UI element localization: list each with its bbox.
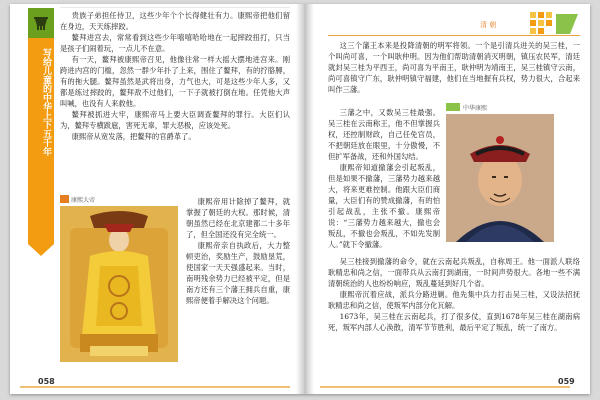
caption-text: 康熙大帝 bbox=[71, 196, 96, 204]
book-gutter bbox=[296, 4, 314, 394]
right-bottom-text bbox=[328, 162, 440, 250]
bronze-vessel-icon bbox=[32, 14, 50, 32]
left-right-column-text bbox=[186, 196, 290, 306]
right-footer-rule bbox=[320, 386, 570, 388]
right-top-text bbox=[328, 40, 580, 95]
paragraph: 有一天，鳌拜被康熙帝召见，他像往常一样大摇大摆地进宫来。刚跨进内宫的门槛，忽然一群少年扑了上来，围住了鳌拜，有的拧胳膊，有的拖大腿。鳌拜虽然是武将出身，力气也大，可是这些少年人多，又都是练过摔跤的，鳌拜敌不过他们，一下子就被打倒在地。任凭他大声叫喊，也没有人来救他。 bbox=[60, 55, 290, 108]
left-header-rule bbox=[60, 7, 290, 8]
caption-text: 中华康熙 bbox=[463, 104, 488, 112]
paragraph: 康熙帝用计除掉了鳌拜，就掌握了朝廷的大权。那时候，清朝虽然已经在北京建都二十多年了，但全国还没有完全统一。 bbox=[186, 197, 290, 239]
kangxi-portrait bbox=[60, 206, 178, 362]
paragraph: 这三个藩王本来是投降清朝的明军将领。一个是引清兵进关的吴三桂，一个叫尚可喜，一个叫耿仲明。因为他们帮助清朝消灭明朝，镇压农民军，清廷就封吴三桂为平西王，尚可喜为平南王，耿仲明为靖南王，吴三桂镇守云南，尚可喜镇守广东，耿仲明镇守福建，他们在当地握有兵权，势力很大，合起来叫作三藩。 bbox=[328, 41, 580, 94]
emperor-bust-image bbox=[446, 114, 554, 242]
left-footer-rule bbox=[20, 386, 290, 388]
paragraph: 1673年，吴三桂在云南起兵，打了很多仗，直到1678年吴三桂在湖南病死，叛军内部人心涣散，清军节节胜利，最后平定了叛乱，统一了南方。 bbox=[328, 312, 580, 332]
left-image-caption bbox=[60, 194, 95, 204]
page-number-left: 058 bbox=[38, 377, 55, 386]
paragraph: 鳌拜进宫去，常常看到这些少年嘻嘻哈哈地在一起摔跤扭打，只当是孩子们闹着玩，一点儿不在意。 bbox=[60, 33, 290, 53]
right-image-caption bbox=[446, 102, 487, 112]
left-top-text bbox=[60, 10, 290, 142]
caption-marker bbox=[446, 103, 460, 111]
series-title: 写给儿童的中华上下五千年 bbox=[41, 48, 51, 156]
right-left-column-text bbox=[328, 107, 440, 162]
paragraph: 康熙帝从宽发落，把鳌拜的官爵革了。 bbox=[71, 132, 196, 141]
sidebar-logo-box bbox=[28, 8, 54, 38]
series-sidebar bbox=[28, 8, 54, 244]
paragraph: 贵族子弟担任侍卫，这些少年个个长得健壮有力。康熙帝把他们留在身边，天天练摔跤。 bbox=[60, 11, 290, 31]
paragraph: 康熙帝沉着应战，派兵分路进剿。他先集中兵力打击吴三桂，又设法招抚耿精忠和尚之信，使叛军内部分化瓦解。 bbox=[328, 290, 580, 310]
paragraph: 鳌拜被抓进大牢，康熙帝马上要大臣调查鳌拜的罪行。大臣们认为，鳌拜专横跋扈，害死无辜，罪大恶极，应该处死。 bbox=[60, 110, 290, 130]
paragraph: 康熙帝亲自执政后，大力整顿吏治，奖励生产，鼓励垦荒，使国家一天天强盛起来。当时，南明残余势力已经被平定，但是南方还有三个藩王拥兵自重，康熙帝便着手解决这个问题。 bbox=[186, 241, 290, 305]
paragraph: 康熙帝知道撤藩会引起叛乱，但是如果不撤藩，三藩势力越来越大，将来更难控制。他跟大臣们商量，大臣们有的赞成撤藩，有的怕引起战乱，主张不撤。康熙帝说：“三藩势力越来越大，撤也会叛乱，不撤也会叛乱，不如先发制人。”就下令撤藩。 bbox=[328, 163, 440, 249]
page-number-right: 059 bbox=[558, 377, 575, 386]
chapter-header-title: 清 朝 bbox=[480, 21, 497, 29]
emperor-portrait-image bbox=[60, 206, 178, 362]
emperor-bust-portrait bbox=[446, 114, 554, 242]
caption-marker bbox=[60, 195, 69, 203]
right-bottom-wide-text bbox=[328, 256, 580, 333]
sidebar-arrow-tip bbox=[28, 244, 54, 256]
paragraph: 吴三桂接到撤藩的命令，就在云南起兵叛乱，自称周王。他一面派人联络耿精忠和尚之信，一面带兵从云南打到湖南，一时间声势很大。各地一些不满清朝统治的人也纷纷响应，叛乱蔓延到好几个省。 bbox=[328, 257, 580, 288]
paragraph: 三藩之中，又数吴三桂最强。吴三桂在云南称王，他不但掌握兵权，还控制财政，自己任免官员，不把朝廷放在眼里，十分傲慢，不但扩军备战，还和外国勾结。 bbox=[328, 108, 440, 161]
book-spread bbox=[10, 4, 590, 394]
